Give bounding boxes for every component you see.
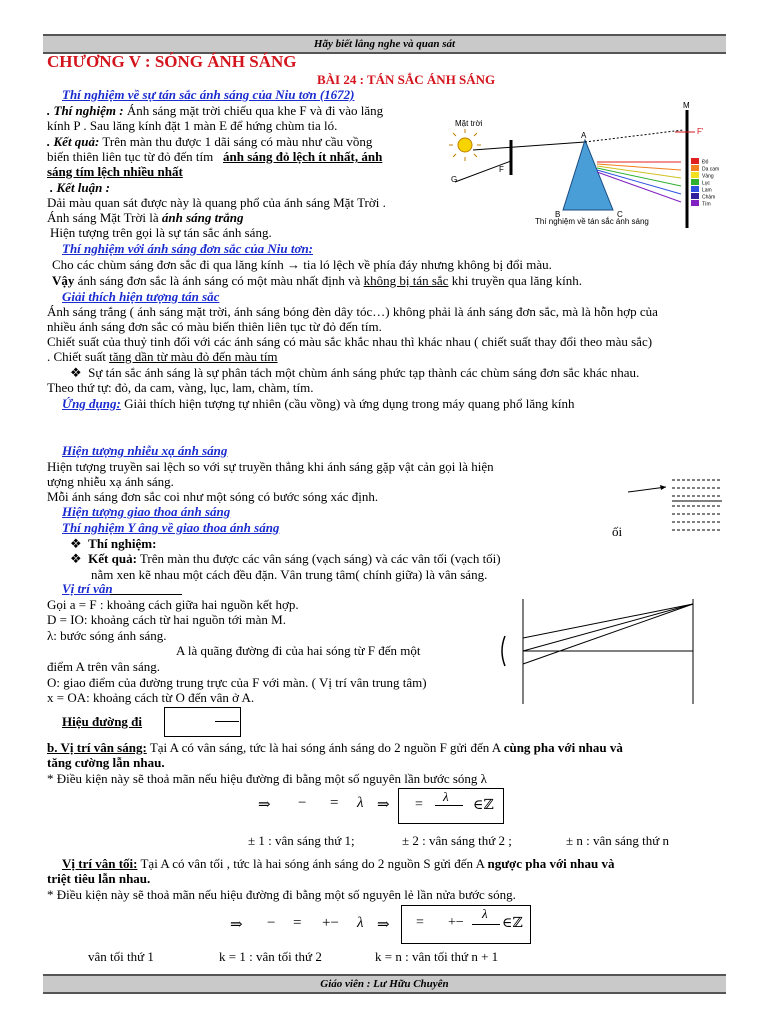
- path-difference-box: [164, 707, 241, 737]
- spectrum-label: Lam: [702, 187, 712, 194]
- arrow-head-icon: [660, 485, 666, 490]
- bright-order-1: ± 1 : vân sáng thứ 1;: [248, 833, 355, 848]
- label-F-prime: F': [697, 127, 704, 136]
- s5-line-4: A là quãng đường đi của hai sóng từ F đến một: [176, 643, 421, 658]
- box-fraction-bar: [472, 924, 500, 925]
- bracket-a-icon: [502, 636, 505, 666]
- s5-line-2: D = IO: khoảng cách từ hai nguồn tới màn M.: [47, 612, 286, 627]
- spectrum-label: Đỏ: [702, 159, 709, 166]
- bright-formula-lambda: λ: [357, 795, 364, 811]
- s4-item-experiment: ❖ Thí nghiệm:: [70, 536, 157, 551]
- dark-formula-plus-half: +−: [322, 915, 339, 931]
- spectrum-swatch: [691, 158, 699, 164]
- section-newton-experiment-heading: Thí nghiệm về sự tán sắc ánh sáng của Niu tơn (1672): [62, 87, 355, 102]
- s4-line-3: Mỗi ánh sáng đơn sắc coi như một sóng có bước sóng xác định.: [47, 489, 379, 504]
- box-lambda: λ: [443, 789, 449, 804]
- label-C: C: [617, 210, 623, 219]
- diffraction-sketch: [620, 474, 730, 538]
- section-monochromatic-heading: Thí nghiệm với ánh sáng đơn sắc của Niu tơn:: [62, 241, 314, 256]
- s3-line-4: . Chiết suất tăng dần từ màu đỏ đến màu tím: [47, 349, 278, 364]
- incident-ray: [473, 142, 585, 150]
- young-geometry-diagram: [495, 594, 725, 709]
- diamond-bullet-icon: ❖: [70, 536, 89, 551]
- incident-arrow: [628, 487, 666, 492]
- section-young-heading: Thí nghiệm Y âng về giao thoa ánh sáng: [62, 520, 280, 535]
- s2-line-2: Vậy ánh sáng đơn sắc là ánh sáng có một màu nhất định và không bị tán sắc khi truyền qua lăng kính.: [52, 273, 583, 288]
- dark-order-1: vân tối thứ 1: [88, 949, 154, 964]
- section-interference-heading: Hiện tượng giao thoa ánh sáng: [62, 504, 231, 519]
- box-fraction-bar: [435, 805, 463, 806]
- dark-order-2: k = 1 : vân tối thứ 2: [219, 949, 322, 964]
- dark-order-n: k = n : vân tối thứ n + 1: [375, 949, 499, 964]
- sun-icon: [449, 129, 481, 161]
- s7-line-1: Vị trí vân tối: Tại A có vân tối , tức là hai sóng ánh sáng do 2 nguồn S gửi đến A ngược pha với nhau và: [62, 856, 615, 871]
- s1-line-4: biến thiên liên tục từ đỏ đến tím ánh sáng đỏ lệch ít nhất, ánh: [47, 149, 383, 164]
- bright-formula-equals: =: [330, 795, 339, 811]
- s6-line-3: * Điều kiện này sẽ thoả mãn nếu hiệu đường đi bằng một số nguyên lần bước sóng λ: [47, 771, 487, 786]
- box-equals: =: [415, 797, 423, 812]
- spectrum-label: Da cam: [702, 166, 720, 173]
- spectrum-swatch: [691, 172, 699, 178]
- bright-order-2: ± 2 : vân sáng thứ 2 ;: [402, 833, 512, 848]
- diamond-bullet-icon: ❖: [70, 365, 89, 380]
- box-integer-set: ∈ℤ: [502, 916, 523, 931]
- s3-line-2: nhiều ánh sáng đơn sắc có màu biến thiên liên tục từ đỏ đến tím.: [47, 319, 382, 334]
- bright-formula-implies-2: ⇒: [377, 797, 390, 813]
- s3-line-3: Chiết suất của thuỷ tinh đối với các ánh sáng có màu sắc khắc nhau thì khác nhau ( chiết suất thay đổi theo màu sắc): [47, 334, 653, 349]
- box-integer-set: ∈ℤ: [473, 798, 494, 813]
- s5-line-3: λ: bước sóng ánh sáng.: [47, 628, 167, 643]
- spectrum-label: Tím: [702, 201, 711, 208]
- s4-line-1: Hiện tượng truyền sai lệch so với sự truyền thẳng khi ánh sáng gặp vật cản gọi là hiện: [47, 459, 494, 474]
- dark-formula-implies: ⇒: [230, 917, 243, 933]
- section-explanation-heading: Giải thích hiện tượng tán sắc: [62, 289, 220, 304]
- s5-line-5: điểm A trên vân sáng.: [47, 659, 161, 674]
- s1-line-2: kính P . Sau lăng kính đặt 1 màn E để hứng chùm tia ló.: [47, 118, 338, 133]
- box-equals: =: [416, 915, 424, 930]
- bright-formula-implies: ⇒: [258, 797, 271, 813]
- lesson-title: BÀI 24 : TÁN SẮC ÁNH SÁNG: [317, 72, 496, 87]
- spectrum-swatch: [691, 179, 699, 185]
- s5-line-6: O: giao điểm của đường trung trực của F với màn. ( Vị trí vân trung tâm): [47, 675, 427, 690]
- s3-application: Ứng dụng: Giải thích hiện tượng tự nhiên (cầu vồng) và ứng dụng trong máy quang phổ lăng kính: [62, 396, 575, 411]
- box-lambda: λ: [482, 906, 488, 921]
- s1-conclusion-label: . Kết luận :: [50, 180, 110, 195]
- diamond-bullet-icon: ❖: [70, 551, 89, 566]
- s1-line-5: sáng tím lệch nhiều nhất: [47, 164, 183, 179]
- side-label: ối: [612, 524, 623, 539]
- page-footer: Giáo viên : Lư Hữu Chuyên: [43, 974, 726, 994]
- bright-fringe-formula-box: [398, 788, 504, 824]
- dispersed-rays: [597, 162, 681, 202]
- fraction-bar: [215, 721, 239, 722]
- label-B: B: [555, 210, 561, 219]
- dark-formula-implies-2: ⇒: [377, 917, 390, 933]
- path-difference-label: Hiệu đường đi: [62, 714, 143, 729]
- s4-line-2: ượng nhiễu xạ ánh sáng.: [47, 474, 174, 489]
- s7-line-3: * Điều kiện này sẽ thoả mãn nếu hiệu đường đi bằng một số nguyên lẻ lần nửa bước sóng.: [47, 887, 516, 902]
- ray-midline: [523, 604, 693, 651]
- ray-from-S1: [523, 604, 693, 638]
- spectrum-label: Lục: [702, 180, 711, 187]
- spectrum-swatch: [691, 186, 699, 192]
- s1-line-9: Hiện tượng trên gọi là sự tán sắc ánh sáng.: [50, 225, 272, 240]
- s2-line-1: Cho các chùm sáng đơn sắc đi qua lăng kính → tia ló lệch về phía đáy nhưng không bị đổi màu.: [52, 257, 552, 272]
- spectrum-swatch: [691, 200, 699, 206]
- s5-line-7: x = OA: khoảng cách từ O đến vân ở A.: [47, 690, 255, 705]
- s3-line-6: Theo thứ tự: đỏ, da cam, vàng, lục, lam, chàm, tím.: [47, 380, 314, 395]
- spectrum-label: Chàm: [702, 194, 716, 201]
- s3-line-5: ❖ Sự tán sắc ánh sáng là sự phân tách một chùm ánh sáng phức tạp thành các chùm sáng đơn sắc khác nhau.: [70, 365, 640, 380]
- spectrum-swatch: [691, 165, 699, 171]
- spectrum-legend: [691, 158, 719, 208]
- s6-line-1: b. Vị trí vân sáng: Tại A có vân sáng, tức là hai sóng ánh sáng do 2 nguồn F gửi đến A cùng pha với nhau và: [47, 740, 623, 755]
- heading-underline: [110, 594, 182, 595]
- section-diffraction-heading: Hiện tượng nhiễu xạ ánh sáng: [62, 443, 228, 458]
- label-A: A: [581, 131, 587, 140]
- s3-line-1: Ánh sáng trắng ( ánh sáng mặt trời, ánh sáng bóng đèn dây tóc…) không phải là ánh sáng đơn sắc, mà là hỗn hợp của: [47, 304, 658, 319]
- spectrum-swatch: [691, 193, 699, 199]
- dark-fringe-formula-box: [401, 905, 531, 944]
- dark-formula-lambda: λ: [357, 915, 364, 931]
- s1-line-8: Ánh sáng Mặt Trời là ánh sáng trắng: [47, 210, 244, 225]
- s1-line-1: . Thí nghiệm : Ánh sáng mặt trời chiếu qua khe F và đi vào lăng: [47, 103, 384, 118]
- undeviated-ray: [585, 130, 683, 142]
- s4-item-result-line-2: nằm xen kẽ nhau một cách đều đặn. Vân trung tâm( chính giữa) là vân sáng.: [91, 567, 488, 582]
- page-header: Hãy biết lắng nghe và quan sát: [43, 34, 726, 54]
- label-M: M: [683, 101, 690, 110]
- section-fringe-position-heading: Vị trí vân: [62, 581, 113, 596]
- box-plus-half: +−: [448, 915, 464, 930]
- dark-formula-equals: =: [293, 915, 302, 931]
- label-F: F: [499, 165, 504, 174]
- s1-line-7: Dải màu quan sát được này là quang phổ của ánh sáng Mặt Trời .: [47, 195, 386, 210]
- figure-caption: Thí nghiệm về tán sắc ánh sáng: [535, 217, 649, 226]
- s1-line-3: . Kết quả: Trên màn thu được 1 dãi sáng có màu như cầu vồng: [47, 134, 373, 149]
- s4-item-result: ❖ Kết quả: Trên màn thu được các vân sáng (vạch sáng) và các vân tối (vạch tối): [70, 551, 501, 566]
- sun-label: Mặt trời: [455, 119, 483, 128]
- chapter-title: CHƯƠNG V : SÓNG ÁNH SÁNG: [47, 52, 297, 71]
- s5-line-1: Gọi a = F : khoảng cách giữa hai nguồn kết hợp.: [47, 597, 299, 612]
- bright-formula-minus: −: [298, 795, 307, 811]
- ray-from-S2: [523, 604, 693, 664]
- label-G: G: [451, 175, 458, 184]
- s6-line-2: tăng cường lẫn nhau.: [47, 755, 165, 770]
- prism-dispersion-figure: [445, 100, 725, 235]
- spectrum-label: Vàng: [702, 173, 714, 180]
- dark-formula-minus: −: [267, 915, 276, 931]
- bright-order-n: ± n : vân sáng thứ n: [566, 833, 670, 848]
- s7-line-2: triệt tiêu lẫn nhau.: [47, 871, 151, 886]
- wavefront-lines: [672, 480, 722, 530]
